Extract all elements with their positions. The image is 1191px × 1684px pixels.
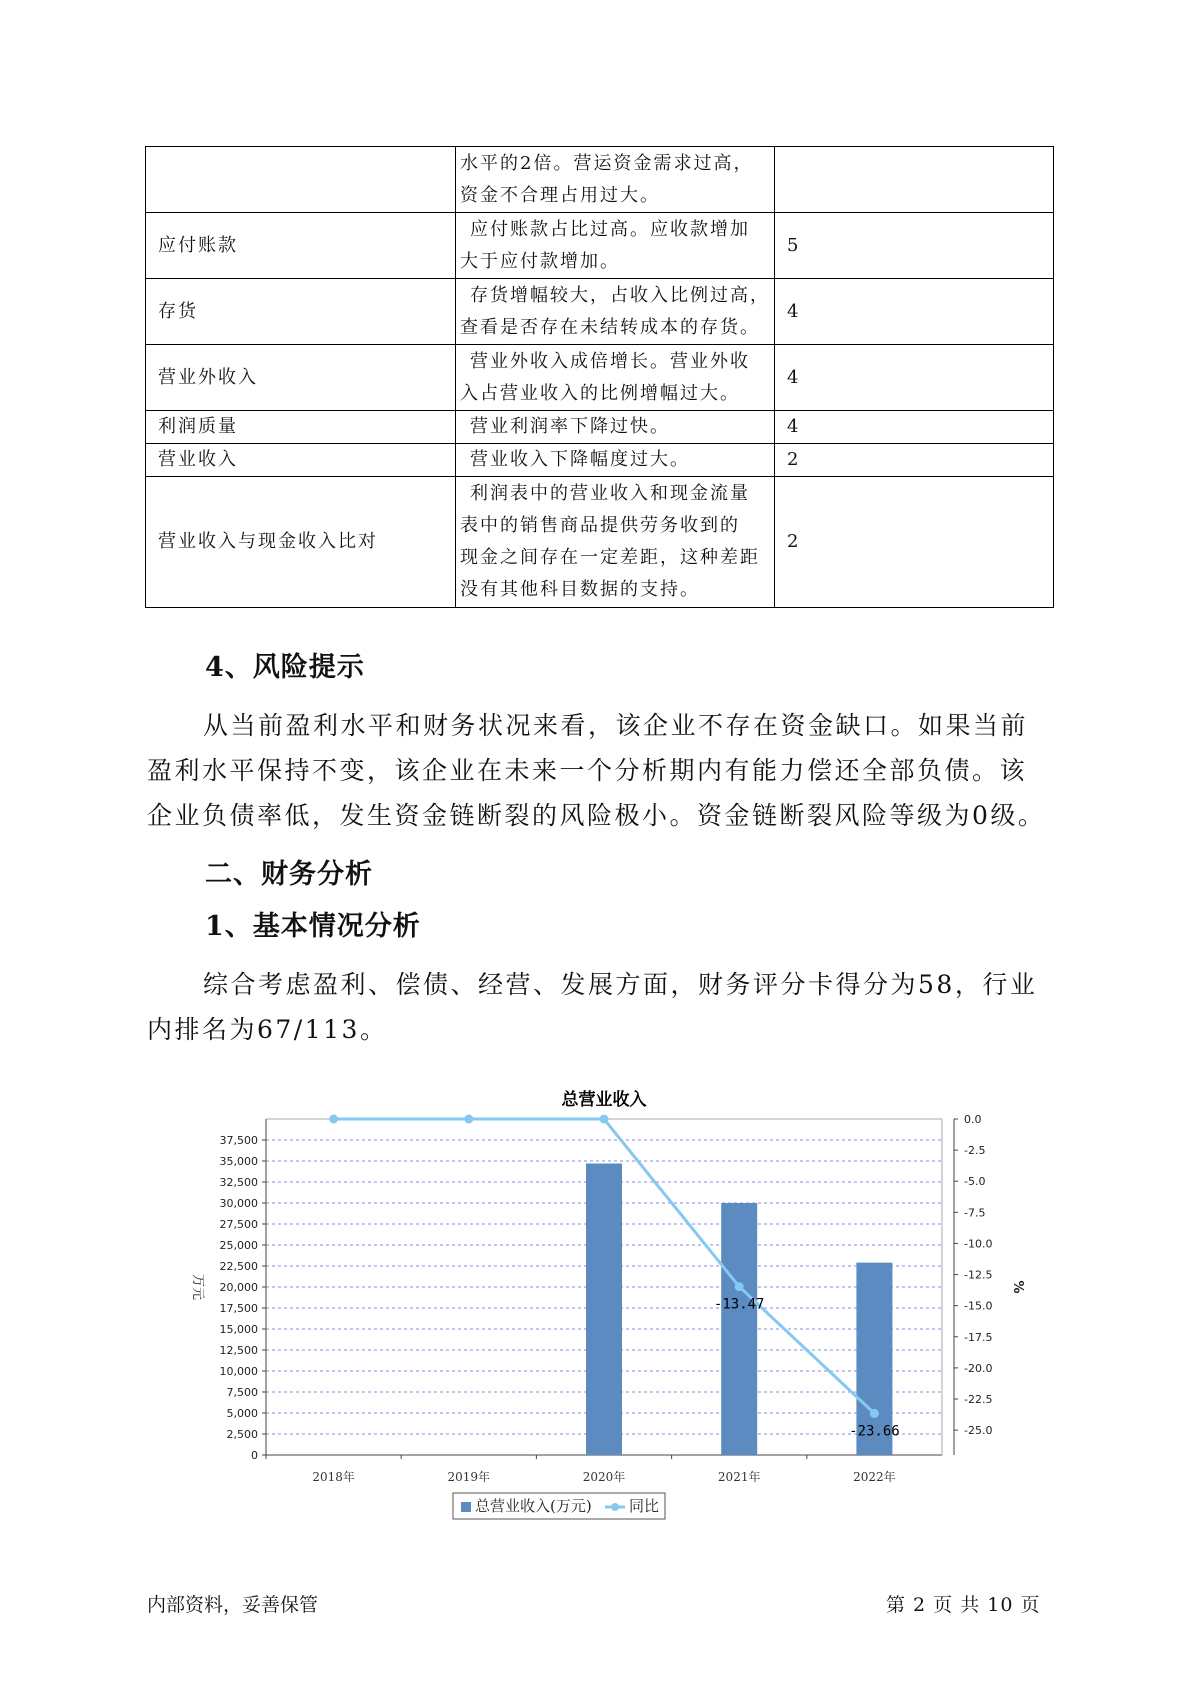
right-tick-label: -15.0	[964, 1299, 993, 1313]
risk-score-cell: 2	[775, 477, 1054, 608]
risk-description-line: 利润表中的营业收入和现金流量	[470, 483, 750, 504]
y-axis-label: 万元	[190, 1273, 205, 1301]
x-tick-label: 2022年	[853, 1470, 896, 1484]
left-tick-label: 30,000	[219, 1197, 258, 1210]
revenue-bar	[721, 1203, 757, 1455]
risk-description-cell	[456, 147, 775, 213]
risk-paragraph-line-1: 从当前盈利水平和财务状况来看，该企业不存在资金缺口。如果当前	[203, 711, 1029, 740]
table-row	[146, 213, 1054, 279]
right-tick-label: -7.5	[964, 1206, 986, 1220]
y2-axis-label: %	[1010, 1280, 1025, 1294]
risk-item-cell: 存货	[146, 279, 456, 345]
yoy-point	[735, 1282, 744, 1291]
risk-description-cell	[456, 444, 775, 477]
left-tick-label: 7,500	[226, 1386, 258, 1399]
yoy-data-label: -13.47	[713, 1296, 765, 1313]
revenue-chart	[170, 1075, 1030, 1535]
left-tick-label: 20,000	[219, 1281, 258, 1294]
left-tick-label: 12,500	[219, 1344, 258, 1357]
risk-score-cell: 4	[775, 345, 1054, 411]
right-tick-label: -2.5	[964, 1144, 986, 1158]
risk-description-line: 现金之间存在一定差距，这种差距	[460, 547, 760, 568]
x-tick-label: 2020年	[582, 1470, 626, 1484]
right-tick-label: -25.0	[964, 1424, 993, 1438]
x-tick-label: 2018年	[312, 1470, 355, 1484]
yoy-data-label: -23.66	[849, 1423, 900, 1440]
risk-description-cell	[456, 345, 775, 411]
table-row	[146, 279, 1054, 345]
risk-score-cell: 5	[775, 213, 1054, 279]
table-row	[146, 444, 1054, 477]
revenue-bar	[586, 1164, 622, 1455]
yoy-point	[870, 1409, 879, 1418]
risk-description-line: 查看是否存在未结转成本的存货。	[460, 316, 760, 338]
risk-table-body	[146, 147, 1054, 608]
risk-description-line: 营业利润率下降过快。	[470, 416, 670, 437]
risk-description-line: 应付账款占比过高。应收款增加	[470, 218, 750, 240]
risk-description-line: 存货增幅较大，占收入比例过高，	[470, 284, 770, 306]
risk-table	[145, 146, 1054, 608]
risk-item-cell: 营业收入与现金收入比对	[146, 477, 456, 608]
risk-description-cell	[456, 411, 775, 444]
left-tick-label: 15,000	[219, 1323, 258, 1336]
basic-analysis-line-2: 内排名为67/113。	[147, 1015, 388, 1044]
right-tick-label: -12.5	[964, 1268, 993, 1282]
right-tick-label: -17.5	[964, 1330, 993, 1344]
risk-item-cell: 营业外收入	[146, 345, 456, 411]
risk-description-cell	[456, 279, 775, 345]
risk-score-cell: 4	[775, 411, 1054, 444]
yoy-point	[329, 1115, 338, 1124]
left-tick-label: 0	[251, 1449, 258, 1462]
risk-description-line: 营业收入下降幅度过大。	[470, 449, 690, 470]
risk-description-cell	[456, 213, 775, 279]
yoy-point	[464, 1115, 473, 1124]
footer-confidential-note: 内部资料，妥善保管	[147, 1594, 319, 1616]
subsection-heading-basic-analysis: 1、基本情况分析	[205, 911, 421, 942]
left-tick-label: 22,500	[219, 1260, 258, 1273]
yoy-point	[600, 1115, 609, 1124]
risk-description-line: 营业外收入成倍增长。营业外收	[470, 350, 750, 372]
legend-bar-label: 总营业收入(万元)	[475, 1497, 592, 1515]
left-tick-label: 35,000	[219, 1155, 258, 1168]
risk-item-cell	[146, 147, 456, 213]
legend-line-label: 同比	[629, 1497, 660, 1515]
left-tick-label: 17,500	[219, 1302, 258, 1315]
section-heading-financial-analysis: 二、财务分析	[205, 859, 373, 890]
right-tick-label: -20.0	[964, 1361, 993, 1375]
footer-page-number: 第 2 页 共 10 页	[886, 1594, 1041, 1616]
chart-title: 总营业收入	[561, 1090, 647, 1110]
right-tick-label: 0.0	[964, 1113, 982, 1126]
left-tick-label: 2,500	[226, 1428, 258, 1441]
right-tick-label: -22.5	[964, 1393, 993, 1406]
legend-line-marker	[611, 1503, 619, 1511]
right-tick-label: -5.0	[964, 1175, 986, 1189]
table-row	[146, 345, 1054, 411]
table-row	[146, 411, 1054, 444]
left-tick-label: 25,000	[219, 1239, 258, 1252]
table-row	[146, 477, 1054, 608]
risk-description-cell	[456, 477, 775, 608]
risk-score-cell: 4	[775, 279, 1054, 345]
risk-description-line: 入占营业收入的比例增幅过大。	[460, 382, 740, 404]
risk-description-line: 水平的2倍。营运资金需求过高，	[460, 152, 754, 174]
table-row	[146, 147, 1054, 213]
risk-paragraph-line-3: 企业负债率低，发生资金链断裂的风险极小。资金链断裂风险等级为0级。	[147, 801, 1046, 830]
risk-description-line: 资金不合理占用过大。	[460, 184, 660, 206]
left-tick-label: 5,000	[226, 1407, 258, 1420]
left-tick-label: 32,500	[219, 1176, 258, 1189]
risk-description-line: 没有其他科目数据的支持。	[460, 579, 700, 600]
risk-item-cell: 营业收入	[146, 444, 456, 477]
basic-analysis-line-1: 综合考虑盈利、偿债、经营、发展方面，财务评分卡得分为58，行业	[203, 970, 1038, 999]
risk-score-cell	[775, 147, 1054, 213]
risk-paragraph-line-2: 盈利水平保持不变，该企业在未来一个分析期内有能力偿还全部负债。该	[147, 756, 1028, 785]
left-tick-label: 27,500	[219, 1218, 258, 1231]
section-heading-risk-tips: 4、风险提示	[205, 652, 365, 683]
risk-description-line: 表中的销售商品提供劳务收到的	[460, 515, 740, 536]
risk-item-cell: 利润质量	[146, 411, 456, 444]
x-tick-label: 2021年	[717, 1470, 761, 1484]
risk-item-cell: 应付账款	[146, 213, 456, 279]
x-tick-label: 2019年	[447, 1470, 491, 1484]
left-tick-label: 37,500	[219, 1134, 258, 1147]
risk-score-cell: 2	[775, 444, 1054, 477]
right-tick-label: -10.0	[964, 1237, 993, 1251]
legend-bar-swatch	[461, 1502, 471, 1512]
risk-description-line: 大于应付款增加。	[460, 250, 620, 272]
left-tick-label: 10,000	[219, 1365, 258, 1378]
